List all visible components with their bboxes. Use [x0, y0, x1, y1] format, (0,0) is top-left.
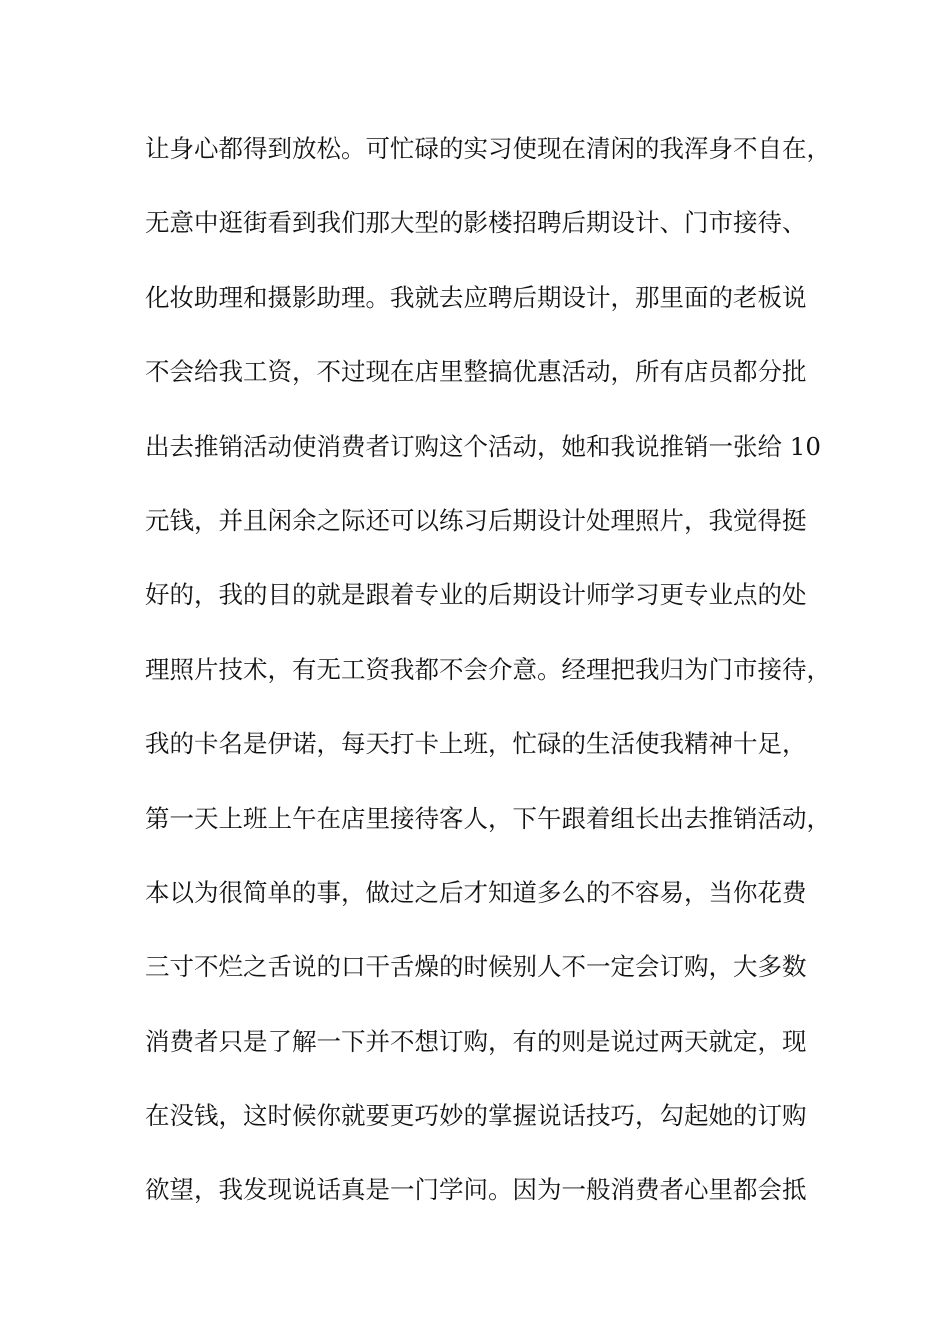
text-line: 不会给我工资，不过现在店里整搞优惠活动，所有店员都分批	[145, 357, 807, 387]
text-line: 让身心都得到放松。可忙碌的实习使现在清闲的我浑身不自在，	[145, 134, 831, 163]
text-line: 三寸不烂之舌说的口干舌燥的时候别人不一定会订购，大多数	[145, 952, 807, 982]
text-line: 无意中逛街看到我们那大型的影楼招聘后期设计、门市接待、	[145, 208, 807, 238]
text-line: 理照片技术，有无工资我都不会介意。经理把我归为门市接待，	[145, 654, 831, 684]
text-line: 第一天上班上午在店里接待客人，下午跟着组长出去推销活动，	[145, 803, 831, 833]
text-line: 好的，我的目的就是跟着专业的后期设计师学习更专业点的处	[145, 580, 807, 610]
text-line: 本以为很简单的事，做过之后才知道多么的不容易，当你花费	[145, 877, 807, 907]
text-line: 欲望，我发现说话真是一门学问。因为一般消费者心里都会抵	[145, 1175, 807, 1205]
text-line: 在没钱，这时候你就要更巧妙的掌握说话技巧，勾起她的订购	[145, 1101, 807, 1131]
text-line: 化妆助理和摄影助理。我就去应聘后期设计，那里面的老板说	[145, 282, 807, 312]
text-line: 我的卡名是伊诺，每天打卡上班，忙碌的生活使我精神十足，	[145, 729, 807, 759]
body-text	[145, 129, 845, 1245]
text-line: 出去推销活动使消费者订购这个活动，她和我说推销一张给 10	[145, 431, 821, 461]
text-line: 元钱，并且闲余之际还可以练习后期设计处理照片，我觉得挺	[145, 505, 807, 535]
text-line: 消费者只是了解一下并不想订购，有的则是说过两天就定，现	[145, 1026, 807, 1056]
